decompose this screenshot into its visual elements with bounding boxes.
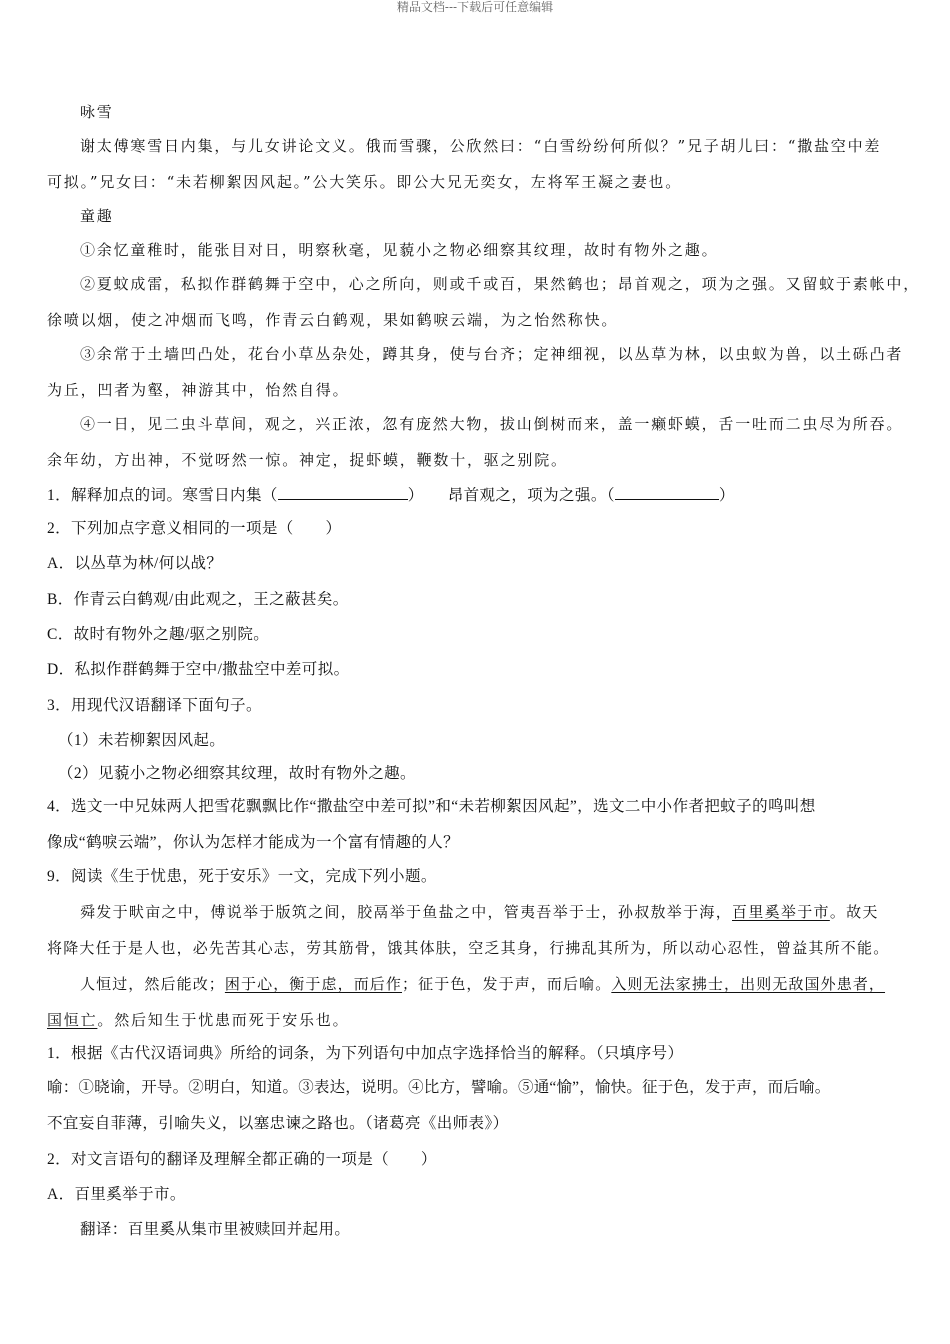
answer-blank-2[interactable] xyxy=(615,484,719,500)
p2-question-1: 1．根据《古代汉语词典》所给的词条，为下列语句中加点字选择恰当的解释。（只填序号） xyxy=(47,1045,684,1062)
answer-blank-1[interactable] xyxy=(278,484,408,500)
passage-line: ②夏蚊成雷，私拟作群鹤舞于空中，心之所向，则或千或百，果然鹤也；昂首观之，项为之强。又留蚊于素帐中， xyxy=(80,275,921,293)
question-1: 1．解释加点的词。寒雪日内集（ ） 昂首观之，项为之强。（ ） xyxy=(47,484,735,506)
p2-question-2: 2．对文言语句的翻译及理解全都正确的一项是（ ） xyxy=(47,1151,437,1168)
passage-line: ③余常于土墙凹凸处，花台小草丛杂处，蹲其身，使与台齐；定神细视，以丛草为林，以虫蚁为兽，以土砾凸者 xyxy=(80,345,904,363)
question-9: 9．阅读《生于忧患，死于安乐》一文，完成下列小题。 xyxy=(47,868,437,885)
option-d: D．私拟作群鹤舞于空中/撒盐空中差可拟。 xyxy=(47,661,350,678)
passage-line: 谢太傅寒雪日内集，与儿女讲论文义。俄而雪骤，公欣然曰：“白雪纷纷何所似？”兄子胡儿曰：“撒盐空中差 xyxy=(80,137,882,155)
passage2-line: 舜发于畎亩之中，傅说举于版筑之间，胶鬲举于鱼盐之中，管夷吾举于士，孙叔敖举于海，百里奚举于市。故天 xyxy=(80,903,879,921)
question-3-item-2: （2）见藐小之物必细察其纹理，故时有物外之趣。 xyxy=(58,765,416,782)
page-header: 精品文档---下载后可任意编辑 xyxy=(396,0,554,14)
question-3: 3．用现代汉语翻译下面句子。 xyxy=(47,697,262,714)
dictionary-entry: 喻：①晓谕，开导。②明白，知道。③表达，说明。④比方，譬喻。⑤通“愉”，愉快。征于色，发于声，而后喻。 xyxy=(47,1079,831,1096)
option-a: A．以丛草为林/何以战？ xyxy=(47,555,223,572)
option-b: B．作青云白鹤观/由此观之，王之蔽甚矣。 xyxy=(47,591,349,608)
p2-option-a-translation: 翻译：百里奚从集市里被赎回并起用。 xyxy=(80,1221,351,1238)
passage2-line: 国恒亡。然后知生于忧患而死于安乐也。 xyxy=(47,1011,350,1029)
passage-title-tongqu: 童趣 xyxy=(80,207,114,225)
passage2-line: 将降大任于是人也，必先苦其心志，劳其筋骨，饿其体肤，空乏其身，行拂乱其所为，所以动心忍性，曾益其所不能。 xyxy=(47,939,890,957)
question-3-item-1: （1）未若柳絮因风起。 xyxy=(58,732,226,749)
passage-line: ④一日，见二虫斗草间，观之，兴正浓，忽有庞然大物，拔山倒树而来，盖一癞虾蟆，舌一吐而二虫尽为所吞。 xyxy=(80,415,904,433)
passage-line: 为丘，凹者为壑，神游其中，怡然自得。 xyxy=(47,381,350,399)
p2-option-a: A．百里奚举于市。 xyxy=(47,1186,186,1203)
passage-line: 可拟。”兄女曰：“未若柳絮因风起。”公大笑乐。即公大兄无奕女，左将军王凝之妻也。 xyxy=(47,173,683,191)
passage-line: 徐喷以烟，使之冲烟而飞鸣，作青云白鹤观，果如鹤唳云端，为之怡然称快。 xyxy=(47,311,619,329)
question-4: 4．选文一中兄妹两人把雪花飘飘比作“撒盐空中差可拟”和“未若柳絮因风起”，选文二中小作者把蚊子的鸣叫想 xyxy=(47,798,816,815)
passage-title-yongxue: 咏雪 xyxy=(80,103,114,121)
passage-line: ①余忆童稚时，能张目对日，明察秋毫，见藐小之物必细察其纹理，故时有物外之趣。 xyxy=(80,241,719,259)
question-2: 2．下列加点字意义相同的一项是（ ） xyxy=(47,520,342,537)
passage2-line: 人恒过，然后能改；困于心，衡于虑，而后作；征于色，发于声，而后喻。入则无法家拂士，出则无敌国外患者， xyxy=(80,975,886,993)
dictionary-entry-cont: 不宜妄自菲薄，引喻失义，以塞忠谏之路也。（诸葛亮《出师表》） xyxy=(47,1115,509,1132)
question-4-cont: 像成“鹤唳云端”，你认为怎样才能成为一个富有情趣的人？ xyxy=(47,834,460,851)
passage-line: 余年幼，方出神，不觉呀然一惊。神定，捉虾蟆，鞭数十，驱之别院。 xyxy=(47,451,568,469)
option-c: C．故时有物外之趣/驱之别院。 xyxy=(47,626,270,643)
